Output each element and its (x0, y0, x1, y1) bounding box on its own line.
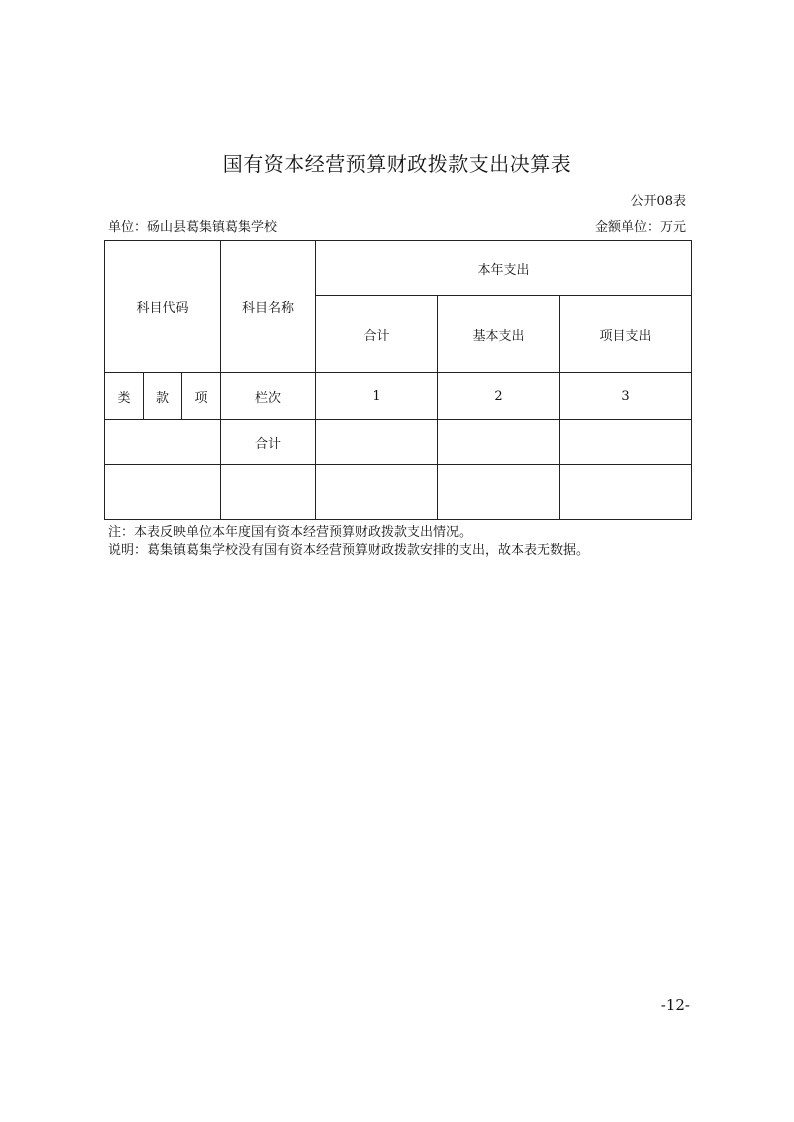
index-row (105, 373, 692, 420)
index-item: 项 (182, 373, 221, 420)
header-subject-code: 科目代码 (105, 241, 221, 373)
total-row-basic (438, 420, 560, 465)
form-code: 公开08表 (630, 194, 686, 209)
header-project-expense: 项目支出 (560, 296, 692, 373)
expense-table (104, 240, 692, 520)
index-col-1: 1 (316, 373, 438, 420)
empty-row-total (316, 465, 438, 520)
empty-row-code (105, 465, 221, 520)
empty-row (105, 465, 692, 520)
header-total: 合计 (316, 296, 438, 373)
header-subject-name: 科目名称 (221, 241, 316, 373)
empty-row-project (560, 465, 692, 520)
page-number: -12- (660, 996, 690, 1014)
document-title: 国有资本经营预算财政拨款支出决算表 (222, 152, 572, 176)
empty-row-basic (438, 465, 560, 520)
unit-label: 单位：砀山县葛集镇葛集学校 (108, 220, 278, 235)
header-basic-expense: 基本支出 (438, 296, 560, 373)
total-row-label: 合计 (221, 420, 316, 465)
empty-row-name (221, 465, 316, 520)
notes-block (108, 524, 589, 560)
header-current-year-expense: 本年支出 (316, 241, 692, 296)
index-category: 类 (105, 373, 144, 420)
index-col-2: 2 (438, 373, 560, 420)
note-text: 注：本表反映单位本年度国有资本经营预算财政拨款支出情况。 (108, 525, 473, 540)
explanation-text: 说明：葛集镇葛集学校没有国有资本经营预算财政拨款安排的支出，故本表无数据。 (108, 543, 590, 558)
header-row-1 (105, 241, 692, 296)
total-row-project (560, 420, 692, 465)
index-col-3: 3 (560, 373, 692, 420)
index-section: 款 (144, 373, 182, 420)
total-row (105, 420, 692, 465)
total-row-total (316, 420, 438, 465)
total-row-code (105, 420, 221, 465)
index-column-label: 栏次 (221, 373, 316, 420)
currency-label: 金额单位：万元 (594, 220, 686, 235)
